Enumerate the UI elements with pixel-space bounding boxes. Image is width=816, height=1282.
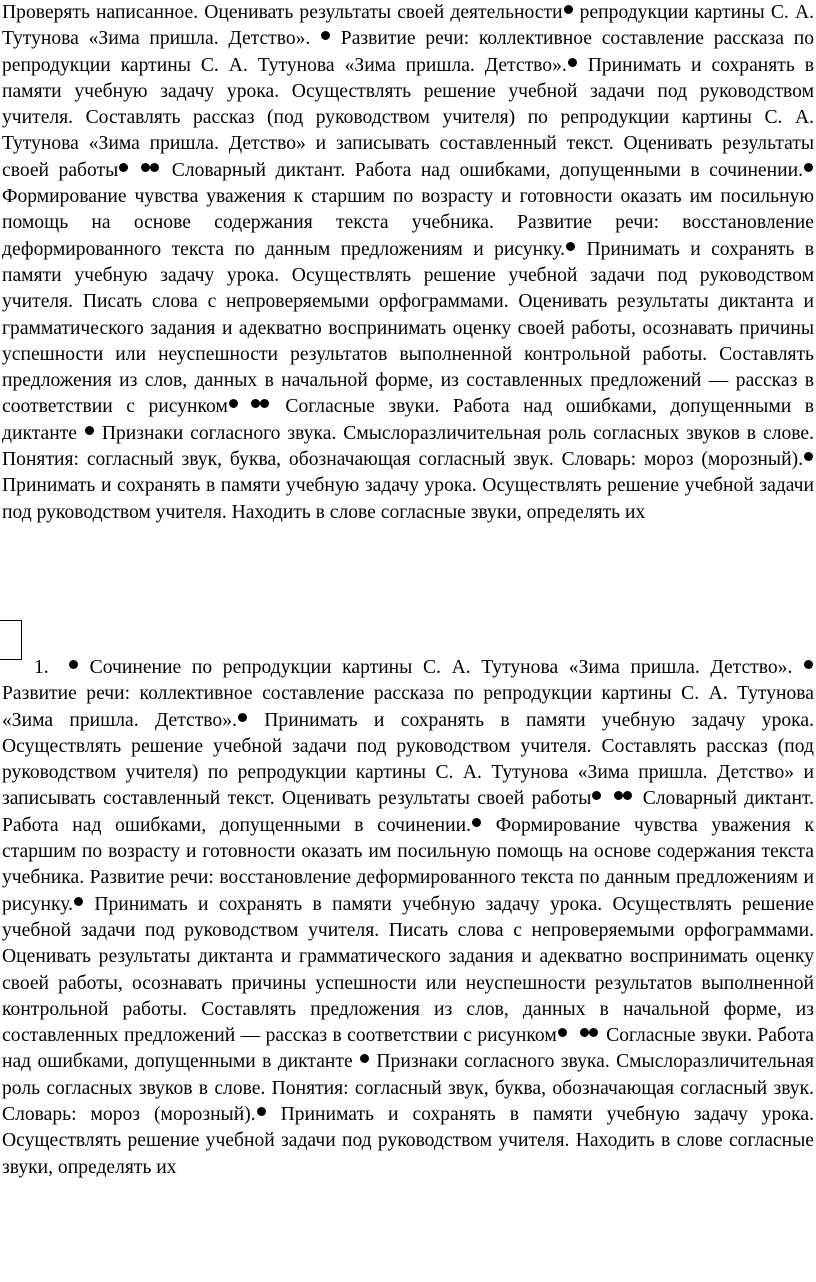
text-segment: Формирование чувства уважения к старшим по возрасту и готовности оказать им посильную помощь на основе содержания текста учебника. Развитие речи: восстановление деформированного текста по данным предложениям и рисунку. — [2, 814, 814, 915]
bullet-icon — [141, 163, 150, 172]
bullet-icon — [238, 713, 247, 722]
text-segment: Словарный диктант. Работа над ошибками, допущенными в сочинении. — [162, 159, 803, 181]
numbered-list-item — [2, 655, 814, 1181]
bullet-icon — [150, 163, 159, 172]
bullet-icon — [251, 399, 260, 408]
text-segment: Согласные звуки. Работа над ошибками, допущенными в диктанте — [2, 1025, 814, 1073]
bullet-icon — [804, 660, 813, 669]
double-bullet-icon — [141, 158, 159, 184]
bullet-icon — [623, 791, 632, 800]
bullet-icon — [360, 1054, 369, 1063]
text-segment: Принимать и сохранять в памяти учебную задачу урока. Осуществлять решение учебной задачи под руководством учителя. Писать слова с непроверяемыми орфограммами. Оценивать результаты диктанта и грамматического задания и адекватно воспринимать оценку своей работы, осознавать причины успешности или неуспешности результатов выполненной контрольной работы. Составлять предложения из слов, данных в начальной форме, из составленных предложений — рассказ в соответствии с рисунком — [2, 893, 814, 1047]
bullet-icon — [74, 897, 83, 906]
text-segment: Формирование чувства уважения к старшим по возрасту и готовности оказать им посильную помощь на основе содержания текста учебника. Развитие речи: восстановление деформированного текста по данным предложениям и рисунку. — [2, 186, 814, 260]
bullet-icon — [558, 1028, 567, 1037]
empty-box — [0, 620, 22, 660]
text-segment: Признаки согласного звука. Смыслоразличительная роль согласных звуков в слове. Понятия: согласный звук, буква, обозначающая согласный звук. Словарь: мороз (морозный). — [2, 422, 815, 471]
bullet-icon — [257, 1107, 266, 1116]
text-segment: Принимать и сохранять в памяти учебную задачу урока. Осуществлять решение учебной задачи под руководством учителя. Составлять рассказ (под руководством учителя) по репродукции картины С. А. Тутунова «Зима пришла. Детство» и записывать составленный текст. Оценивать результаты своей работы — [2, 709, 814, 810]
text-segment: Словарный диктант. Работа над ошибками, допущенными в сочинении. — [2, 788, 814, 836]
double-bullet-icon — [580, 1023, 598, 1049]
lesson-plan-paragraph — [2, 0, 814, 526]
double-bullet-icon — [251, 394, 269, 420]
bullet-icon — [472, 818, 481, 827]
bullet-icon — [85, 426, 94, 435]
text-segment: Признаки согласного звука. Смыслоразличительная роль согласных звуков в слове. Понятия: согласный звук, буква, обозначающая согласный звук. Словарь: мороз (морозный). — [2, 1051, 814, 1126]
bullet-icon — [568, 58, 577, 67]
bullet-icon — [804, 163, 813, 172]
text-segment: Согласные звуки. Работа над ошибками, допущенными в диктанте — [2, 396, 815, 444]
text-segment: репродукции картины С. А. Тутунова «Зима пришла. Детство». — [2, 2, 814, 50]
bullet-icon — [566, 242, 575, 251]
bullet-icon — [580, 1028, 589, 1037]
bullet-icon — [592, 791, 601, 800]
text-segment: Принимать и сохранять в памяти учебную задачу урока. Осуществлять решение учебной задачи под руководством учителя. Находить в слове согласные звуки, определять их — [2, 475, 814, 523]
text-segment: Проверять написанное. Оценивать результаты своей деятельности — [2, 2, 563, 23]
text-segment: Развитие речи: коллективное составление рассказа по репродукции картины С. А. Тутунова «Зима пришла. Детство». — [2, 28, 814, 76]
text-segment: Сочинение по репродукции картины С. А. Тутунова «Зима пришла. Детство». — [79, 657, 803, 678]
bullet-icon — [260, 399, 269, 408]
double-bullet-icon — [614, 786, 632, 812]
bullet-icon — [614, 791, 623, 800]
bullet-icon — [119, 163, 128, 172]
bullet-icon — [69, 660, 78, 669]
text-segment: Принимать и сохранять в памяти учебную задачу урока. Осуществлять решение учебной задачи под руководством учителя. Составлять рассказ (под руководством учителя) по репродукции картины С. А. Тутунова «Зима пришла. Детство» и записывать составленный текст. Оценивать результаты своей работы — [2, 54, 814, 181]
text-segment: Принимать и сохранять в памяти учебную задачу урока. Осуществлять решение учебной задачи под руководством учителя. Находить в слове согласные звуки, определять их — [2, 1104, 814, 1178]
bullet-icon — [321, 31, 330, 40]
list-number: 1. — [34, 657, 49, 678]
text-segment: Развитие речи: коллективное составление рассказа по репродукции картины С. А. Тутунова «Зима пришла. Детство». — [2, 683, 814, 731]
bullet-icon — [589, 1028, 598, 1037]
bullet-icon — [564, 5, 573, 14]
bullet-icon — [804, 452, 813, 461]
bullet-icon — [229, 399, 238, 408]
text-segment: Принимать и сохранять в памяти учебную задачу урока. Осуществлять решение учебной задачи под руководством учителя. Писать слова с непроверяемыми орфограммами. Оценивать результаты диктанта и грамматического задания и адекватно воспринимать оценку своей работы, осознавать причины успешности или неуспешности результатов выполненной контрольной работы. Составлять предложения из слов, данных в начальной форме, из составленных предложений — рассказ в соответствии с рисунком — [2, 238, 815, 418]
